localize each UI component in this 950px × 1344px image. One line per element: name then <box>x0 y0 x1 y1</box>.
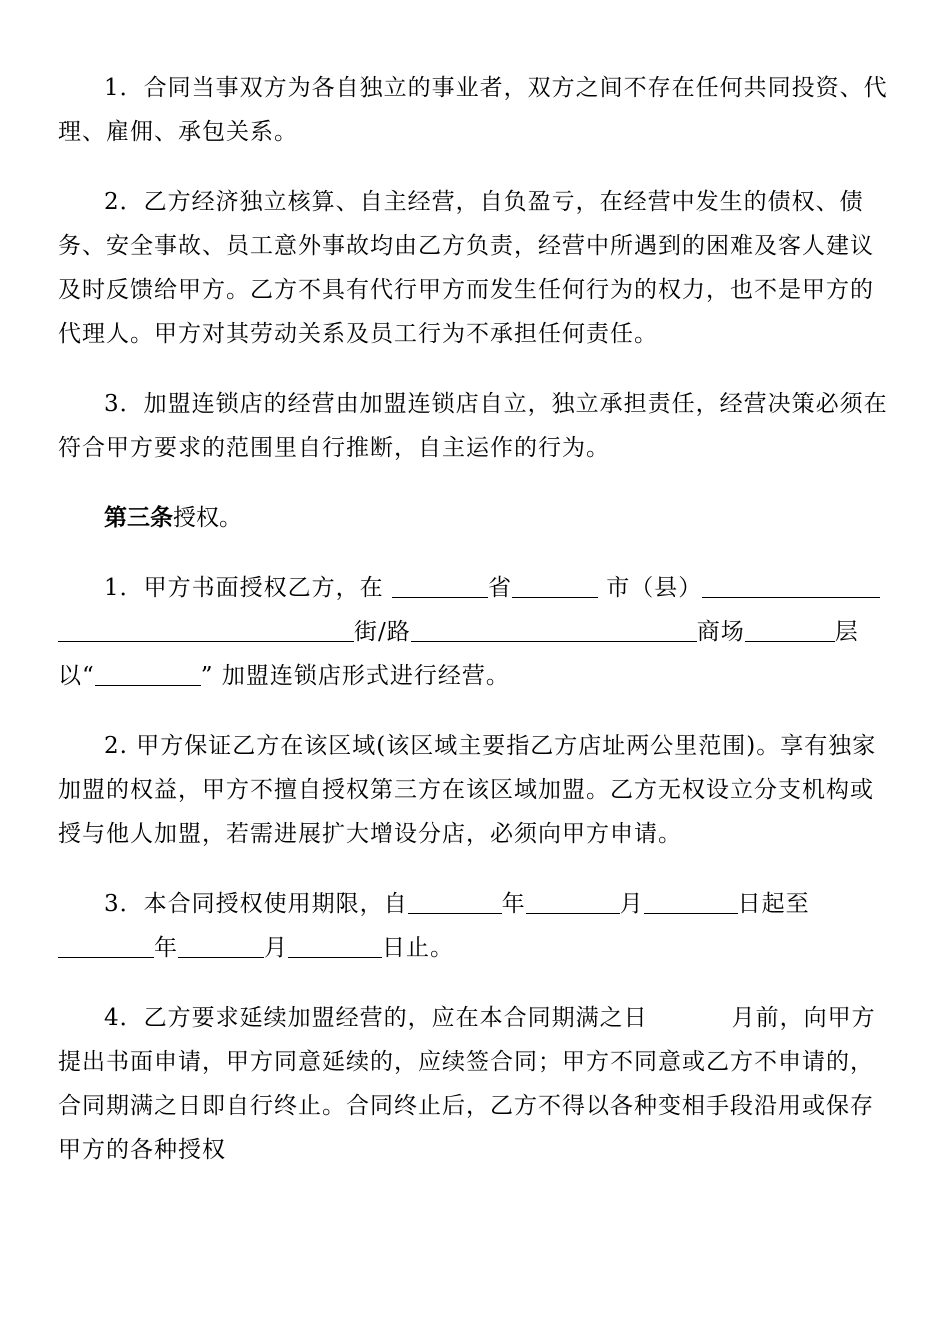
start-month-blank <box>526 890 620 914</box>
item4-text-intro: 4．乙方要求延续加盟经营的，应在本合同期满之日 <box>104 1005 648 1031</box>
item1-text-mall: 商场 <box>696 619 745 645</box>
brand-name-blank <box>95 662 201 686</box>
item1-text-mode: ” 加盟连锁店形式进行经营。 <box>200 663 510 689</box>
end-month-blank <box>178 934 264 958</box>
item1-text-city: 市（县） <box>597 575 703 601</box>
item3-text-intro: 3．本合同授权使用期限，自 <box>104 891 408 917</box>
item1-text-as: 以“ <box>58 663 95 689</box>
clause-2-item-3: 3．加盟连锁店的经营由加盟连锁店自立，独立承担责任，经营决策必须在符合甲方要求的范围里自行推断，自主运作的行为。 <box>58 391 888 461</box>
end-day-blank <box>288 934 382 958</box>
item3-text-year: 年 <box>501 891 526 917</box>
item3-text-end-month: 月 <box>264 935 288 961</box>
item4-text-rest: 月前，向甲方提出书面申请，甲方同意延续的，应续签合同；甲方不同意或乙方不申请的，合同期满之日即自行终止。合同终止后，乙方不得以各种变相手段沿用或保存甲方的各种授权 <box>58 1005 876 1163</box>
clause-3-item-4 <box>58 996 888 1172</box>
mall-blank <box>411 618 697 642</box>
item1-text-province: 省 <box>487 575 512 601</box>
clause-3-heading-number: 第三条 <box>104 505 173 531</box>
item1-text-street: 街/路 <box>354 619 411 645</box>
item3-text-month: 月 <box>619 891 644 917</box>
item3-text-end: 日止。 <box>382 935 454 961</box>
clause-3-heading <box>58 496 888 540</box>
district-blank <box>702 574 880 598</box>
document-page <box>58 66 888 1198</box>
item1-text-floor: 层 <box>834 619 859 645</box>
city-blank <box>512 574 598 598</box>
clause-3-item-1 <box>58 566 888 698</box>
item3-text-end-year: 年 <box>154 935 178 961</box>
province-blank <box>392 574 488 598</box>
start-day-blank <box>644 890 738 914</box>
end-year-blank <box>58 934 154 958</box>
street-blank <box>58 618 354 642</box>
start-year-blank <box>408 890 502 914</box>
item3-text-to: 日起至 <box>737 891 810 917</box>
floor-blank <box>745 618 835 642</box>
clause-2-item-2: 2．乙方经济独立核算、自主经营，自负盈亏，在经营中发生的债权、债务、安全事故、员工意外事故均由乙方负责，经营中所遇到的困难及客人建议及时反馈给甲方。乙方不具有代行甲方而发生任何行为的权力，也不是甲方的代理人。甲方对其劳动关系及员工行为不承担任何责任。 <box>58 189 874 347</box>
clause-3-heading-title: 授权。 <box>173 505 242 531</box>
clause-3-item-3 <box>58 882 888 970</box>
clause-3-item-2: 2. 甲方保证乙方在该区域(该区域主要指乙方店址两公里范围)。享有独家加盟的权益，甲方不擅自授权第三方在该区域加盟。乙方无权设立分支机构或授与他人加盟，若需进展扩大增设分店，必须向甲方申请。 <box>58 733 877 847</box>
item1-text-intro: 1．甲方书面授权乙方，在 <box>104 575 392 601</box>
clause-2-item-1: 1．合同当事双方为各自独立的事业者，双方之间不存在任何共同投资、代理、雇佣、承包关系。 <box>58 75 888 145</box>
